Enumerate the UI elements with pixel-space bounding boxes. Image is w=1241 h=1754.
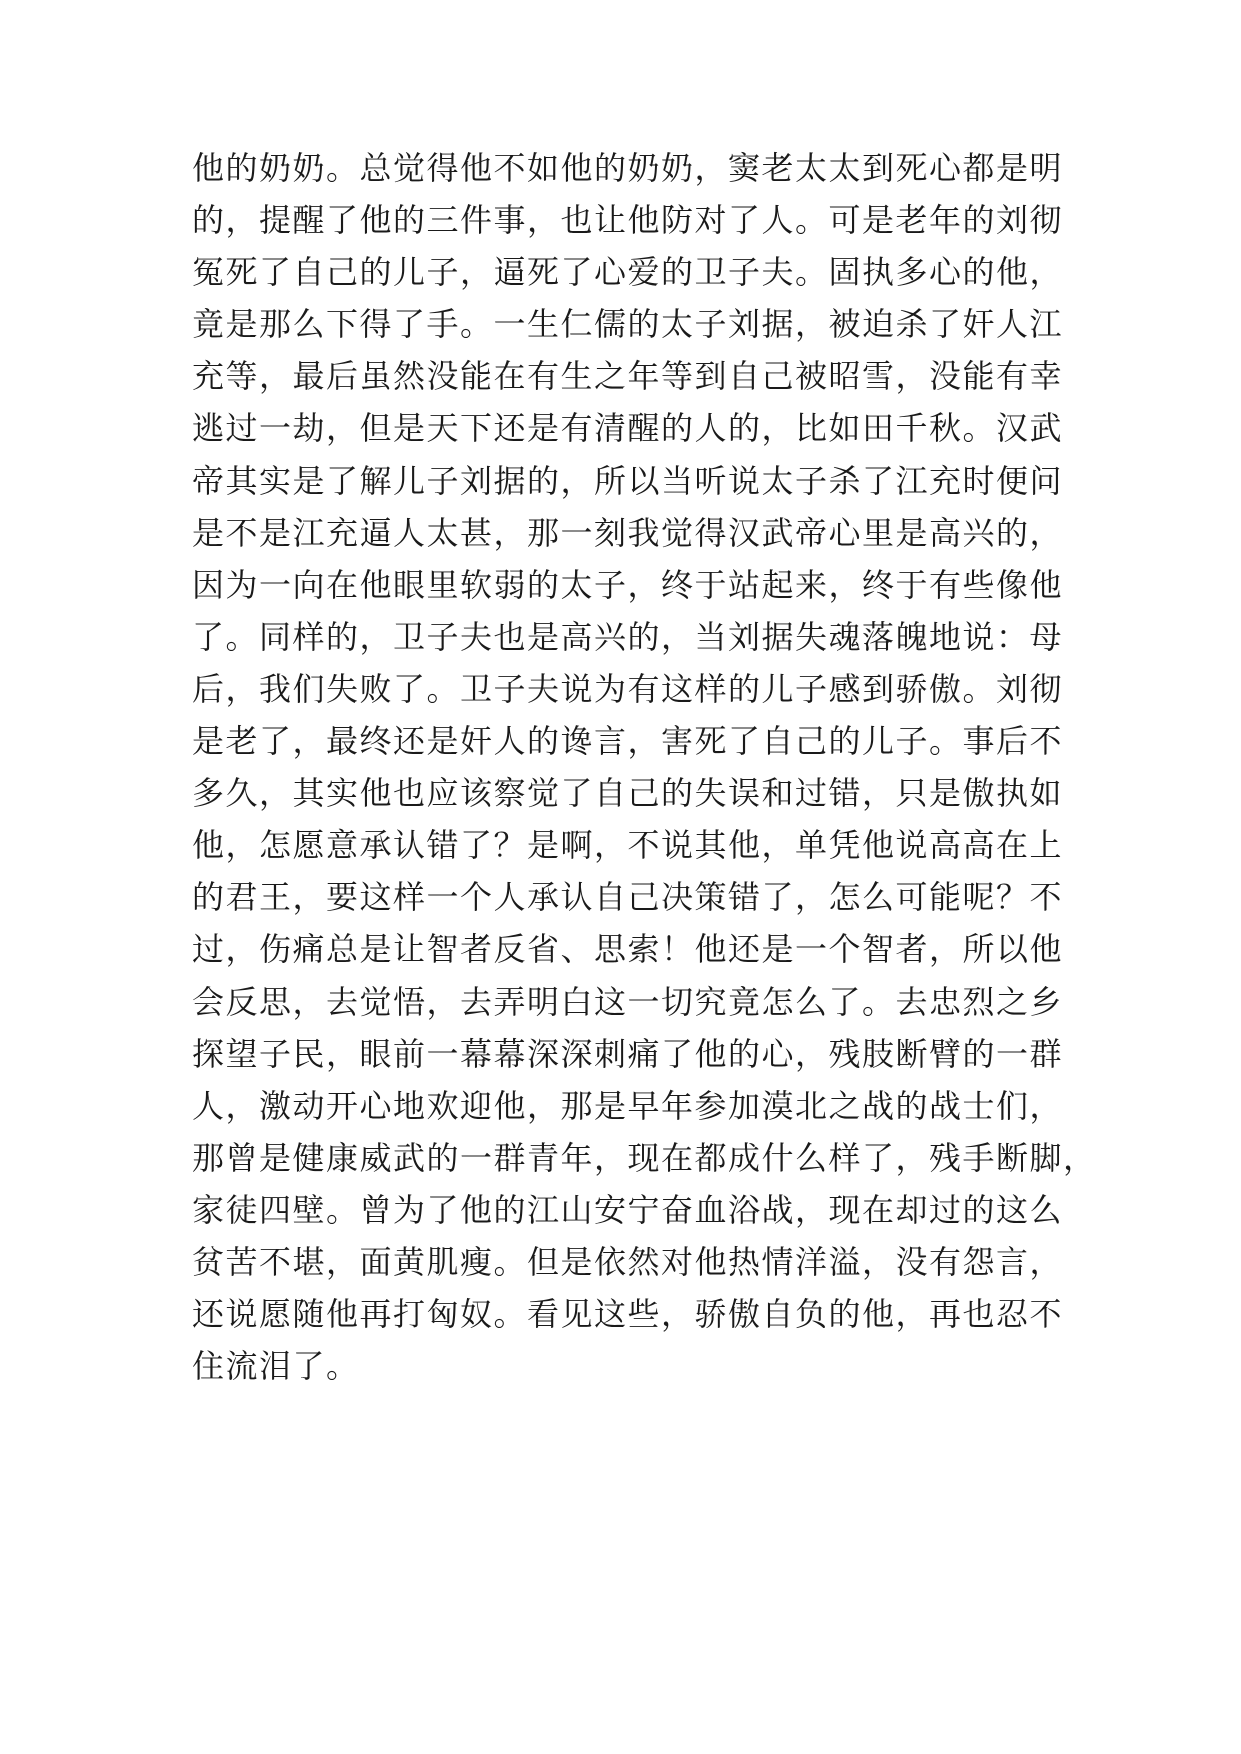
text-line: 的，提醒了他的三件事，也让他防对了人。可是老年的刘彻 (192, 201, 1064, 240)
text-line: 的君王，要这样一个人承认自己决策错了，怎么可能呢？不 (192, 878, 1064, 917)
text-line: 了。同样的，卫子夫也是高兴的，当刘据失魂落魄地说：母 (192, 617, 1064, 656)
text-line: 贫苦不堪，面黄肌瘦。但是依然对他热情洋溢，没有怨言， (192, 1242, 1064, 1281)
text-line: 人，激动开心地欢迎他，那是早年参加漠北之战的战士们， (192, 1086, 1064, 1125)
text-line: 是老了，最终还是奸人的谗言，害死了自己的儿子。事后不 (192, 722, 1064, 761)
text-line: 住流泪了。 (192, 1347, 360, 1386)
text-line: 探望子民，眼前一幕幕深深刺痛了他的心，残肢断臂的一群 (192, 1034, 1064, 1073)
text-line: 他的奶奶。总觉得他不如他的奶奶，窦老太太到死心都是明 (192, 149, 1064, 187)
text-line: 是不是江充逼人太甚，那一刻我觉得汉武帝心里是高兴的， (192, 513, 1064, 552)
text-line: 还说愿随他再打匈奴。看见这些，骄傲自负的他，再也忍不 (192, 1295, 1064, 1334)
text-line: 过，伤痛总是让智者反省、思索！他还是一个智者，所以他 (192, 930, 1064, 969)
text-line: 家徒四壁。曾为了他的江山安宁奋血浴战，现在却过的这么 (192, 1190, 1064, 1229)
body-text (192, 142, 1097, 1392)
text-line: 帝其实是了解儿子刘据的，所以当听说太子杀了江充时便问 (192, 461, 1064, 500)
text-line: 充等，最后虽然没能在有生之年等到自己被昭雪，没能有幸 (192, 357, 1064, 396)
text-line: 多久，其实他也应该察觉了自己的失误和过错，只是傲执如 (192, 774, 1064, 813)
text-line: 冤死了自己的儿子，逼死了心爱的卫子夫。固执多心的他， (192, 253, 1064, 292)
text-line: 他，怎愿意承认错了？是啊，不说其他，单凭他说高高在上 (192, 826, 1064, 865)
text-line: 竟是那么下得了手。一生仁儒的太子刘据，被迫杀了奸人江 (192, 305, 1064, 344)
text-line: 后，我们失败了。卫子夫说为有这样的儿子感到骄傲。刘彻 (192, 669, 1064, 708)
text-line: 那曾是健康威武的一群青年，现在都成什么样了，残手断脚， (192, 1138, 1097, 1177)
text-line: 因为一向在他眼里软弱的太子，终于站起来，终于有些像他 (192, 565, 1064, 604)
text-line: 逃过一劫，但是天下还是有清醒的人的，比如田千秋。汉武 (192, 409, 1064, 448)
text-line: 会反思，去觉悟，去弄明白这一切究竟怎么了。去忠烈之乡 (192, 982, 1064, 1021)
